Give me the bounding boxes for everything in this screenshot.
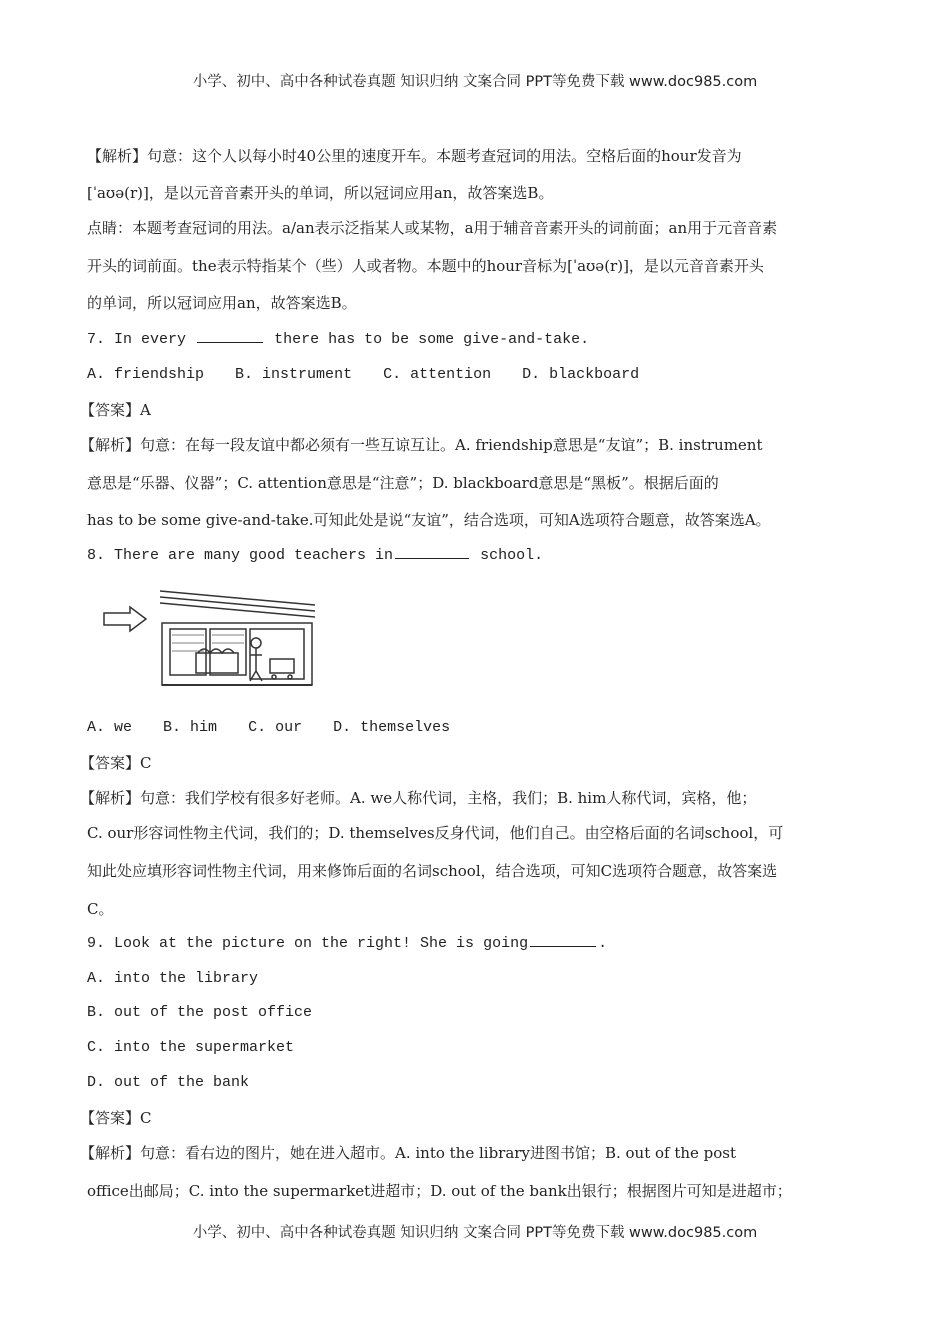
q6-note-line-1: 点睛：本题考查冠词的用法。a/an表示泛指某人或某物，a用于辅音音素开头的词前面；an用于元音音素	[87, 219, 778, 237]
produce-stand	[196, 653, 238, 673]
q9-stem-end: .	[598, 935, 608, 952]
q7-analysis-line-1: 【解析】句意：在每一段友谊中都必须有一些互谅互让。A. friendship意思是“友谊”；B. instrument	[80, 436, 763, 454]
q6-analysis-line-2: [ˈaʊə(r)]，是以元音音素开头的单词，所以冠词应用an，故答案选B。	[87, 184, 554, 202]
page-footer: 小学、初中、高中各种试卷真题 知识归纳 文案合同 PPT等免费下载 www.doc985.com	[192, 1225, 758, 1241]
q7-stem	[87, 330, 589, 350]
q8-analysis-line-4: C。	[87, 900, 114, 918]
q8-stem	[87, 546, 543, 566]
page-header: 小学、初中、高中各种试卷真题 知识归纳 文案合同 PPT等免费下载 www.doc985.com	[192, 74, 758, 90]
door	[250, 629, 304, 679]
arrow-icon	[104, 607, 146, 631]
q9-analysis-line-1: 【解析】句意：看右边的图片，她在进入超市。A. into the library进图书馆；B. out of the post	[80, 1144, 737, 1162]
q8-analysis-line-1: 【解析】句意：我们学校有很多好老师。A. we人称代词，主格，我们；B. him人称代词，宾格，他；	[80, 789, 757, 807]
q7-analysis-line-3: has to be some give-and-take.可知此处是说“友谊”，结合选项，可知A选项符合题意，故答案选A。	[87, 511, 771, 529]
person-head	[251, 638, 261, 648]
q8-blank	[395, 546, 469, 559]
shopping-cart	[270, 659, 294, 673]
q7-options	[87, 365, 661, 385]
q7-stem-start: 7. In every	[87, 331, 187, 348]
storefront-illustration	[100, 583, 320, 693]
q8-option-b: B. him	[163, 719, 218, 736]
roof-line-2	[160, 597, 315, 611]
q9-option-d: D. out of the bank	[87, 1074, 250, 1091]
q9-answer: 【答案】C	[80, 1109, 152, 1127]
q9-option-c: C. into the supermarket	[87, 1039, 295, 1056]
q9-stem-start: 9. Look at the picture on the right! She is going	[87, 935, 529, 952]
q7-blank	[197, 330, 263, 343]
q8-option-c: C. our	[248, 719, 303, 736]
q8-answer: 【答案】C	[80, 754, 152, 772]
roof-line-1	[160, 591, 315, 605]
q7-option-a: A. friendship	[87, 366, 205, 383]
q8-analysis-line-3: 知此处应填形容词性物主代词，用来修饰后面的名词school，结合选项，可知C选项符合题意，故答案选	[87, 862, 778, 880]
q6-analysis-line-1: 【解析】句意：这个人以每小时40公里的速度开车。本题考查冠词的用法。空格后面的hour发音为	[87, 147, 742, 165]
q6-note-line-2: 开头的词前面。the表示特指某个（些）人或者物。本题中的hour音标为[ˈaʊə(r)]，是以元音音素开头	[87, 257, 764, 275]
middle-window	[210, 629, 246, 675]
roof-line-3	[160, 603, 315, 617]
q7-stem-end: there has to be some give-and-take.	[274, 331, 590, 348]
q7-option-d: D. blackboard	[522, 366, 640, 383]
q9-option-a: A. into the library	[87, 970, 259, 987]
q6-note-line-3: 的单词，所以冠词应用an，故答案选B。	[87, 294, 357, 312]
q8-analysis-line-2: C. our形容词性物主代词，我们的；D. themselves反身代词，他们自己。由空格后面的名词school，可	[87, 824, 784, 842]
q8-stem-start: 8. There are many good teachers in	[87, 547, 394, 564]
q7-option-c: C. attention	[383, 366, 492, 383]
left-window	[170, 629, 206, 675]
q7-answer: 【答案】A	[80, 401, 151, 419]
q9-analysis-line-2: office出邮局；C. into the supermarket进超市；D. out of the bank出银行；根据图片可知是进超市；	[87, 1182, 792, 1200]
q7-analysis-line-2: 意思是“乐器、仪器”；C. attention意思是“注意”；D. blackboard意思是“黑板”。根据后面的	[87, 474, 719, 492]
q7-option-b: B. instrument	[235, 366, 353, 383]
q8-stem-end: school.	[480, 547, 544, 564]
q8-options	[87, 718, 472, 738]
q9-blank	[530, 934, 596, 947]
q9-stem	[87, 934, 607, 954]
q9-option-b: B. out of the post office	[87, 1004, 313, 1021]
q8-option-a: A. we	[87, 719, 133, 736]
person-body	[250, 648, 262, 681]
q8-option-d: D. themselves	[333, 719, 451, 736]
